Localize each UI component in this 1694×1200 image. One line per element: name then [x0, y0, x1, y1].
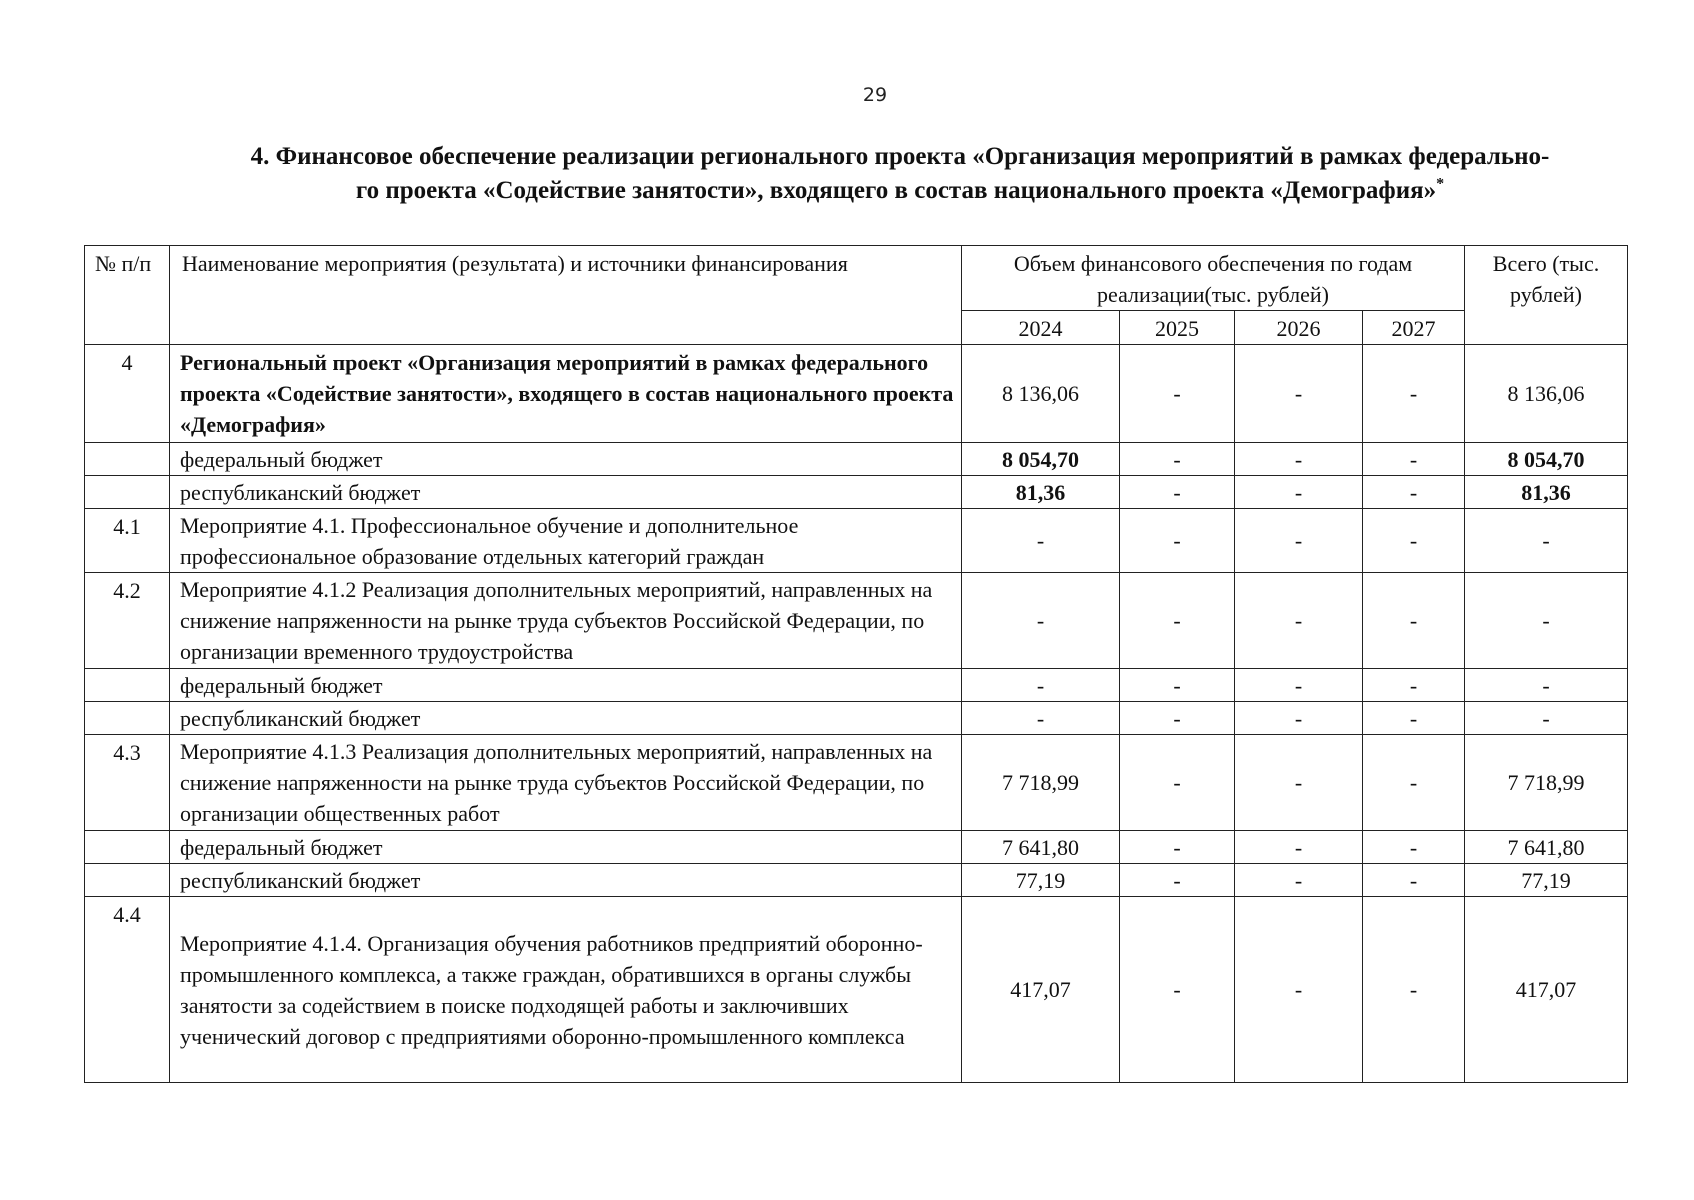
value-2027: -: [1363, 831, 1465, 864]
value-2026: -: [1235, 573, 1363, 669]
row-number: 4.4: [85, 897, 170, 1083]
row-name: федеральный бюджет: [170, 831, 962, 864]
value-2027: -: [1363, 702, 1465, 735]
value-2024: -: [962, 702, 1120, 735]
value-2024: 8 054,70: [962, 443, 1120, 476]
page-number: 29: [862, 84, 888, 106]
value-2025: -: [1120, 509, 1235, 573]
value-2025: -: [1120, 345, 1235, 443]
value-2024: -: [962, 573, 1120, 669]
value-2027: -: [1363, 345, 1465, 443]
header-year-2027: 2027: [1363, 311, 1465, 345]
title-line-1: 4. Финансовое обеспечение реализации регионального проекта «Организация мероприятий в рамках федерально-: [250, 143, 1550, 170]
row-name: федеральный бюджет: [170, 443, 962, 476]
row-number: [85, 831, 170, 864]
value-2025: -: [1120, 831, 1235, 864]
value-2027: -: [1363, 864, 1465, 897]
value-2026: -: [1235, 864, 1363, 897]
table-row: [85, 573, 1628, 669]
table-row: [85, 702, 1628, 735]
table-row: [85, 897, 1628, 1083]
value-2025: -: [1120, 735, 1235, 831]
table-row: [85, 735, 1628, 831]
row-number: [85, 443, 170, 476]
value-2026: -: [1235, 476, 1363, 509]
table-row: [85, 443, 1628, 476]
row-name: Мероприятие 4.1.4. Организация обучения работников предприятий оборонно-промышленного комплекса, а также граждан, обратившихся в органы службы занятости за содействием в поиске подходящей работы и заключивших ученический договор с предприятиями оборонно-промышленного комплекса: [170, 897, 962, 1083]
row-total: 81,36: [1465, 476, 1628, 509]
section-title: [170, 140, 1630, 208]
value-2025: -: [1120, 669, 1235, 702]
row-total: -: [1465, 509, 1628, 573]
row-total: 77,19: [1465, 864, 1628, 897]
value-2024: 77,19: [962, 864, 1120, 897]
table-row: [85, 476, 1628, 509]
footnote-mark: *: [1436, 175, 1445, 193]
value-2026: -: [1235, 345, 1363, 443]
financing-table-wrapper: [84, 245, 1628, 1083]
value-2026: -: [1235, 831, 1363, 864]
row-number: 4.1: [85, 509, 170, 573]
table-row: [85, 864, 1628, 897]
row-total: 8 054,70: [1465, 443, 1628, 476]
financing-table: [84, 245, 1628, 1083]
value-2026: -: [1235, 509, 1363, 573]
row-total: 417,07: [1465, 897, 1628, 1083]
table-row: [85, 345, 1628, 443]
value-2027: -: [1363, 476, 1465, 509]
value-2024: -: [962, 509, 1120, 573]
row-name: республиканский бюджет: [170, 476, 962, 509]
value-2024: 7 718,99: [962, 735, 1120, 831]
row-total: 7 718,99: [1465, 735, 1628, 831]
table-row: [85, 669, 1628, 702]
row-name: республиканский бюджет: [170, 864, 962, 897]
row-name: Региональный проект «Организация мероприятий в рамках федерального проекта «Содействие занятости», входящего в состав национального проекта «Демография»: [170, 345, 962, 443]
header-name: Наименование мероприятия (результата) и источники финансирования: [170, 246, 962, 345]
header-year-2024: 2024: [962, 311, 1120, 345]
value-2026: -: [1235, 443, 1363, 476]
value-2025: -: [1120, 897, 1235, 1083]
row-number: 4: [85, 345, 170, 443]
value-2025: -: [1120, 864, 1235, 897]
row-number: [85, 669, 170, 702]
value-2027: -: [1363, 443, 1465, 476]
table-row: [85, 509, 1628, 573]
value-2025: -: [1120, 573, 1235, 669]
header-year-2025: 2025: [1120, 311, 1235, 345]
value-2024: 417,07: [962, 897, 1120, 1083]
row-name: Мероприятие 4.1.2 Реализация дополнительных мероприятий, направленных на снижение напряженности на рынке труда субъектов Российской Федерации, по организации временного трудоустройства: [170, 573, 962, 669]
row-name: республиканский бюджет: [170, 702, 962, 735]
row-number: [85, 702, 170, 735]
value-2025: -: [1120, 443, 1235, 476]
row-total: 8 136,06: [1465, 345, 1628, 443]
value-2024: 8 136,06: [962, 345, 1120, 443]
value-2024: 81,36: [962, 476, 1120, 509]
value-2025: -: [1120, 476, 1235, 509]
value-2027: -: [1363, 573, 1465, 669]
value-2026: -: [1235, 669, 1363, 702]
value-2024: 7 641,80: [962, 831, 1120, 864]
title-line-2: го проекта «Содействие занятости», входящего в состав национального проекта «Демография»: [355, 177, 1437, 204]
row-name: федеральный бюджет: [170, 669, 962, 702]
row-name: Мероприятие 4.1.3 Реализация дополнительных мероприятий, направленных на снижение напряженности на рынке труда субъектов Российской Федерации, по организации общественных работ: [170, 735, 962, 831]
row-name: Мероприятие 4.1. Профессиональное обучение и дополнительное профессиональное образование отдельных категорий граждан: [170, 509, 962, 573]
value-2026: -: [1235, 735, 1363, 831]
value-2027: -: [1363, 669, 1465, 702]
table-row: [85, 831, 1628, 864]
value-2027: -: [1363, 509, 1465, 573]
row-number: [85, 864, 170, 897]
row-total: -: [1465, 573, 1628, 669]
header-total: Всего (тыс. рублей): [1465, 246, 1628, 345]
row-number: [85, 476, 170, 509]
row-total: -: [1465, 702, 1628, 735]
row-number: 4.2: [85, 573, 170, 669]
value-2026: -: [1235, 897, 1363, 1083]
row-total: -: [1465, 669, 1628, 702]
value-2027: -: [1363, 897, 1465, 1083]
header-number: № п/п: [85, 246, 170, 345]
value-2027: -: [1363, 735, 1465, 831]
row-total: 7 641,80: [1465, 831, 1628, 864]
value-2026: -: [1235, 702, 1363, 735]
value-2024: -: [962, 669, 1120, 702]
header-volume: Объем финансового обеспечения по годам реализации(тыс. рублей): [962, 246, 1465, 311]
header-year-2026: 2026: [1235, 311, 1363, 345]
row-number: 4.3: [85, 735, 170, 831]
value-2025: -: [1120, 702, 1235, 735]
